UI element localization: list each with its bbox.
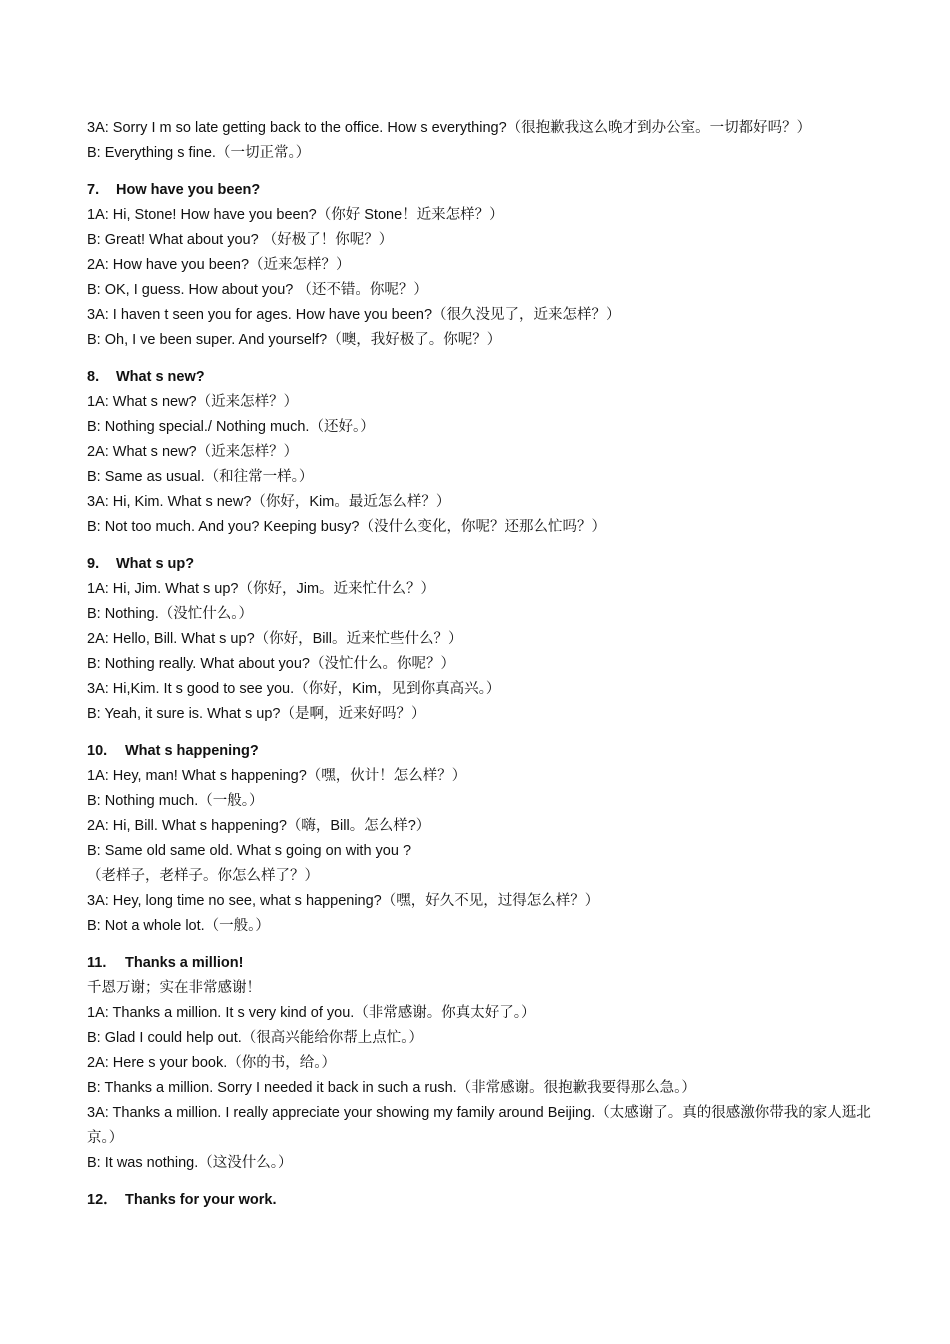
section-number: 11. xyxy=(87,955,107,971)
dialogue-line: B: Not too much. And you? Keeping busy?（没什么变化，你呢？还那么忙吗？） xyxy=(87,519,606,535)
dialogue-line: 2A: Hi, Bill. What s happening?（嗨，Bill。怎么样?） xyxy=(87,818,431,834)
dialogue-line: B: Great! What about you? （好极了！你呢？） xyxy=(87,232,394,248)
dialogue-line: （老样子，老样子。你怎么样了？） xyxy=(87,868,319,884)
dialogue-line: B: Nothing much.（一般。） xyxy=(87,793,264,809)
section-heading xyxy=(87,951,877,976)
dialogue-line: 3A: Thanks a million. I really appreciate your showing my family around Beijing.（太感谢了。真的很感激你带我的家人逛北京。） xyxy=(87,1105,871,1146)
section-number: 12． xyxy=(87,1192,118,1208)
dialogue-line: 1A: Hi, Jim. What s up?（你好，Jim。近来忙什么？） xyxy=(87,581,436,597)
dialogue-line: 1A: Thanks a million. It s very kind of you.（非常感谢。你真太好了。） xyxy=(87,1005,536,1021)
dialogue-line: B: It was nothing.（这没什么。） xyxy=(87,1155,293,1171)
dialogue-line: B: Not a whole lot.（一般。） xyxy=(87,918,270,934)
section-heading xyxy=(87,365,877,390)
dialogue-line: B: Glad I could help out.（很高兴能给你帮上点忙。） xyxy=(87,1030,424,1046)
dialogue-line: 1A: What s new?（近来怎样？） xyxy=(87,394,299,410)
dialogue-line: 3A: I haven t seen you for ages. How have you been?（很久没见了，近来怎样？） xyxy=(87,307,621,323)
dialogue-line: 2A: Here s your book.（你的书，给。） xyxy=(87,1055,336,1071)
dialogue-line: B: Nothing really. What about you?（没忙什么。你呢？） xyxy=(87,656,455,672)
dialogue-line: 1A: Hey, man! What s happening?（嘿，伙计！怎么样？） xyxy=(87,768,467,784)
section-title: Thanks for your work. xyxy=(125,1192,277,1208)
dialogue-line: B: Thanks a million. Sorry I needed it back in such a rush.（非常感谢。很抱歉我要得那么急。） xyxy=(87,1080,696,1096)
section-heading xyxy=(87,739,877,764)
dialogue-line: B: Oh, I ve been super. And yourself?（噢，我好极了。你呢？） xyxy=(87,332,502,348)
section-title: What s up? xyxy=(116,556,195,572)
dialogue-line: 1A: Hi, Stone! How have you been?（你好 Stone！近来怎样？） xyxy=(87,207,504,223)
section-title: Thanks a million! xyxy=(125,955,244,971)
section-number: 10. xyxy=(87,743,108,759)
section-title: What s new? xyxy=(116,369,205,385)
section-number: 7. xyxy=(87,182,100,198)
dialogue-line: B: Nothing.（没忙什么。） xyxy=(87,606,253,622)
intro-line: B: Everything s fine.（一切正常。） xyxy=(87,145,311,161)
section-number: 8. xyxy=(87,369,100,385)
dialogue-line: B: OK, I guess. How about you? （还不错。你呢？） xyxy=(87,282,428,298)
dialogue-line: B: Same as usual.（和往常一样。） xyxy=(87,469,314,485)
dialogue-line: 2A: How have you been?（近来怎样？） xyxy=(87,257,351,273)
intro-line: 3A: Sorry I m so late getting back to the office. How s everything?（很抱歉我这么晚才到办公室。一切都好吗？） xyxy=(87,120,812,136)
dialogue-line: B: Yeah, it sure is. What s up?（是啊，近来好吗？） xyxy=(87,706,426,722)
dialogue-line: B: Same old same old. What s going on with you ? xyxy=(87,843,412,859)
document-page xyxy=(87,116,877,1213)
dialogue-line: 3A: Hi, Kim. What s new?（你好，Kim。最近怎么样？） xyxy=(87,494,451,510)
dialogue-line: B: Nothing special./ Nothing much.（还好。） xyxy=(87,419,375,435)
section-subtitle: 千恩万谢；实在非常感谢！ xyxy=(87,980,261,996)
dialogue-line: 3A: Hey, long time no see, what s happening?（嘿，好久不见，过得怎么样？） xyxy=(87,893,600,909)
section-title: How have you been? xyxy=(116,182,261,198)
section-number: 9. xyxy=(87,556,100,572)
section-heading xyxy=(87,552,877,577)
section-title: What s happening? xyxy=(125,743,259,759)
dialogue-line: 2A: What s new?（近来怎样？） xyxy=(87,444,299,460)
dialogue-line: 2A: Hello, Bill. What s up?（你好，Bill。近来忙些什么？） xyxy=(87,631,463,647)
section-heading xyxy=(87,178,877,203)
section-heading xyxy=(87,1188,877,1213)
dialogue-line: 3A: Hi,Kim. It s good to see you.（你好，Kim，见到你真高兴。） xyxy=(87,681,501,697)
